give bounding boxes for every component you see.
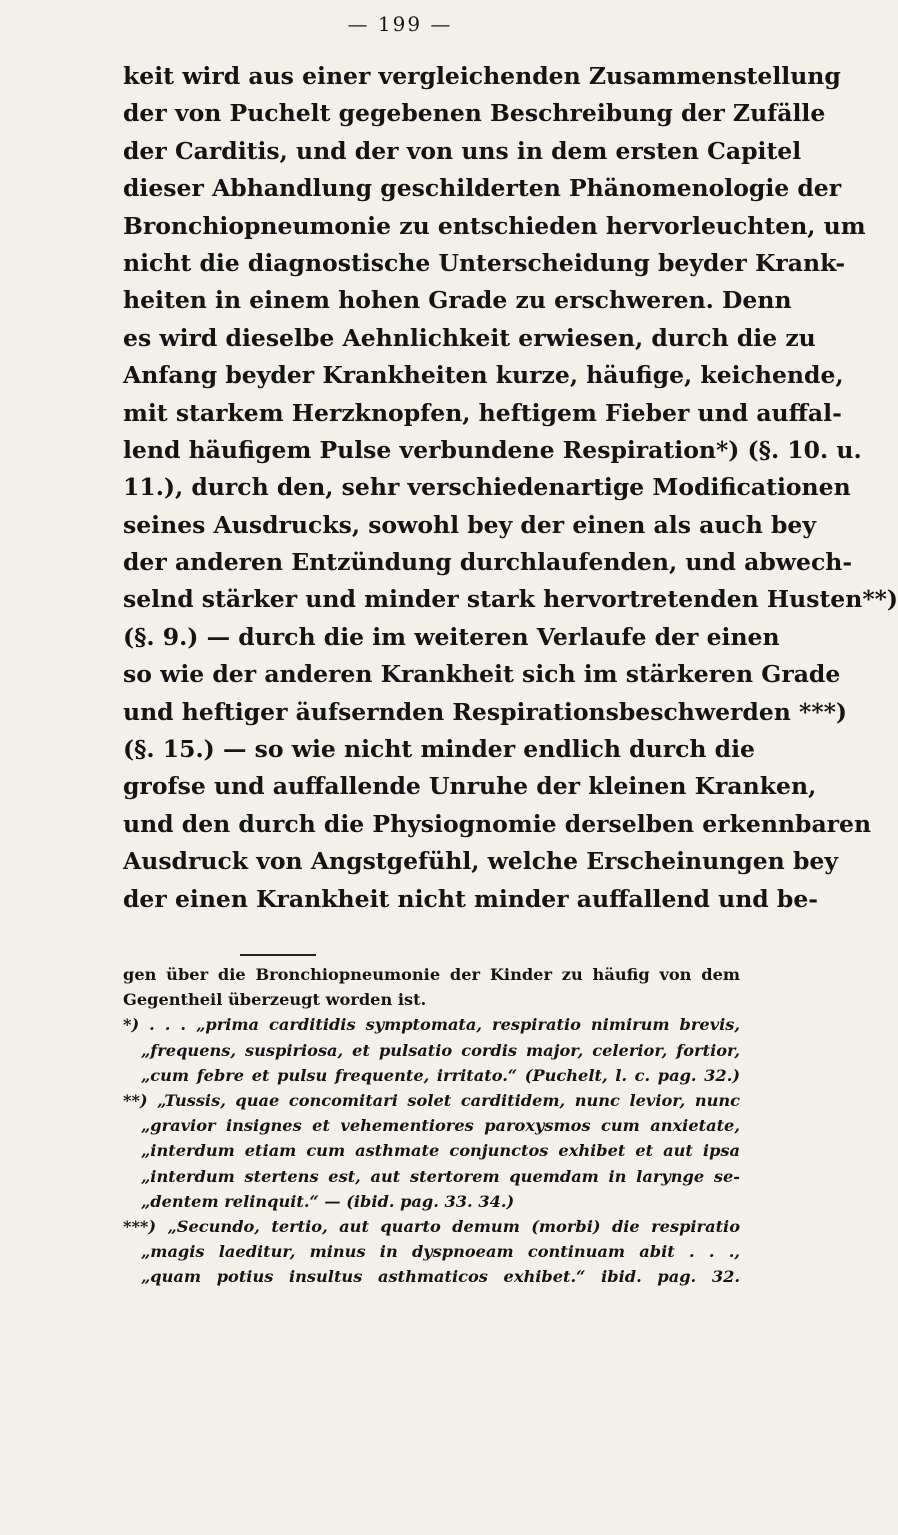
footnote-line: Gegentheil überzeugt worden ist. [123,990,427,1010]
text-line: und heftiger äufsernden Respirationsbeschwerden ***) [123,697,848,726]
text-line: nicht die diagnostische Unterscheidung beyder Krank- [123,248,846,277]
footnote-line: „interdum stertens est, aut stertorem quemdam in larynge se- [141,1166,740,1186]
text-line: der einen Krankheit nicht minder auffallend und be- [123,884,819,913]
text-line: (§. 9.) — durch die im weiteren Verlaufe der einen [123,622,780,651]
text-line: selnd stärker und minder stark hervortretenden Husten**) [123,585,898,614]
text-line: Ausdruck von Angstgefühl, welche Erscheinungen bey [123,847,838,876]
footnote-line: „dentem relinquit.“ — (ibid. pag. 33. 34.) [141,1191,515,1211]
text-line: lend häufigem Pulse verbundene Respiration*) (§. 10. u. [123,435,862,464]
footnote-line: gen über die Bronchiopneumonie der Kinder zu häufig von dem [123,965,740,984]
footnotes [123,962,740,1289]
text-line: und den durch die Physiognomie derselben erkennbaren [123,809,872,838]
text-line: der anderen Entzündung durchlaufenden, und abwech- [123,548,853,577]
main-text [123,58,898,918]
text-line: Bronchiopneumonie zu entschieden hervorleuchten, um [123,211,866,240]
page-number: — 199 — [347,12,453,36]
footnote-line: *) . . . „prima carditidis symptomata, respiratio nimirum brevis, [123,1015,740,1035]
footnote-line: „cum febre et pulsu frequente, irritato.“ (Puchelt, l. c. pag. 32.) [141,1065,740,1085]
footnote-line: ***) „Secundo, tertio, aut quarto demum (morbi) die respiratio [123,1216,740,1236]
footnote-line: „magis laeditur, minus in dyspnoeam continuam abit . . ., [141,1242,740,1262]
footnote-line: „frequens, suspiriosa, et pulsatio cordis major, celerior, fortior, [141,1040,740,1060]
footnote-line: „quam potius insultus asthmaticos exhibet.“ ibid. pag. 32. [141,1267,740,1287]
footnote-line: „interdum etiam cum asthmate conjunctos exhibet et aut ipsa [141,1141,740,1161]
footnote-line: **) „Tussis, quae concomitari solet carditidem, nunc levior, nunc [123,1090,740,1110]
text-line: dieser Abhandlung geschilderten Phänomenologie der [123,174,842,203]
text-line: grofse und auffallende Unruhe der kleinen Kranken, [123,772,817,801]
text-line: (§. 15.) — so wie nicht minder endlich durch die [123,735,755,764]
text-line: es wird dieselbe Aehnlichkeit erwiesen, durch die zu [123,323,816,352]
text-line: seines Ausdrucks, sowohl bey der einen als auch bey [123,510,817,539]
text-line: der von Puchelt gegebenen Beschreibung der Zufälle [123,99,826,128]
footnote-line: „gravior insignes et vehementiores paroxysmos cum anxietate, [141,1116,740,1136]
text-line: 11.), durch den, sehr verschiedenartige Modificationen [123,473,851,502]
text-line: der Carditis, und der von uns in dem ersten Capitel [123,136,802,165]
text-line: Anfang beyder Krankheiten kurze, häufige, keichende, [123,361,844,390]
text-line: so wie der anderen Krankheit sich im stärkeren Grade [123,660,841,689]
text-line: heiten in einem hohen Grade zu erschweren. Denn [123,286,792,315]
footnote-divider [240,954,316,956]
text-line: keit wird aus einer vergleichenden Zusammenstellung [123,62,841,90]
text-line: mit starkem Herzknopfen, heftigem Fieber und auffal- [123,398,842,427]
